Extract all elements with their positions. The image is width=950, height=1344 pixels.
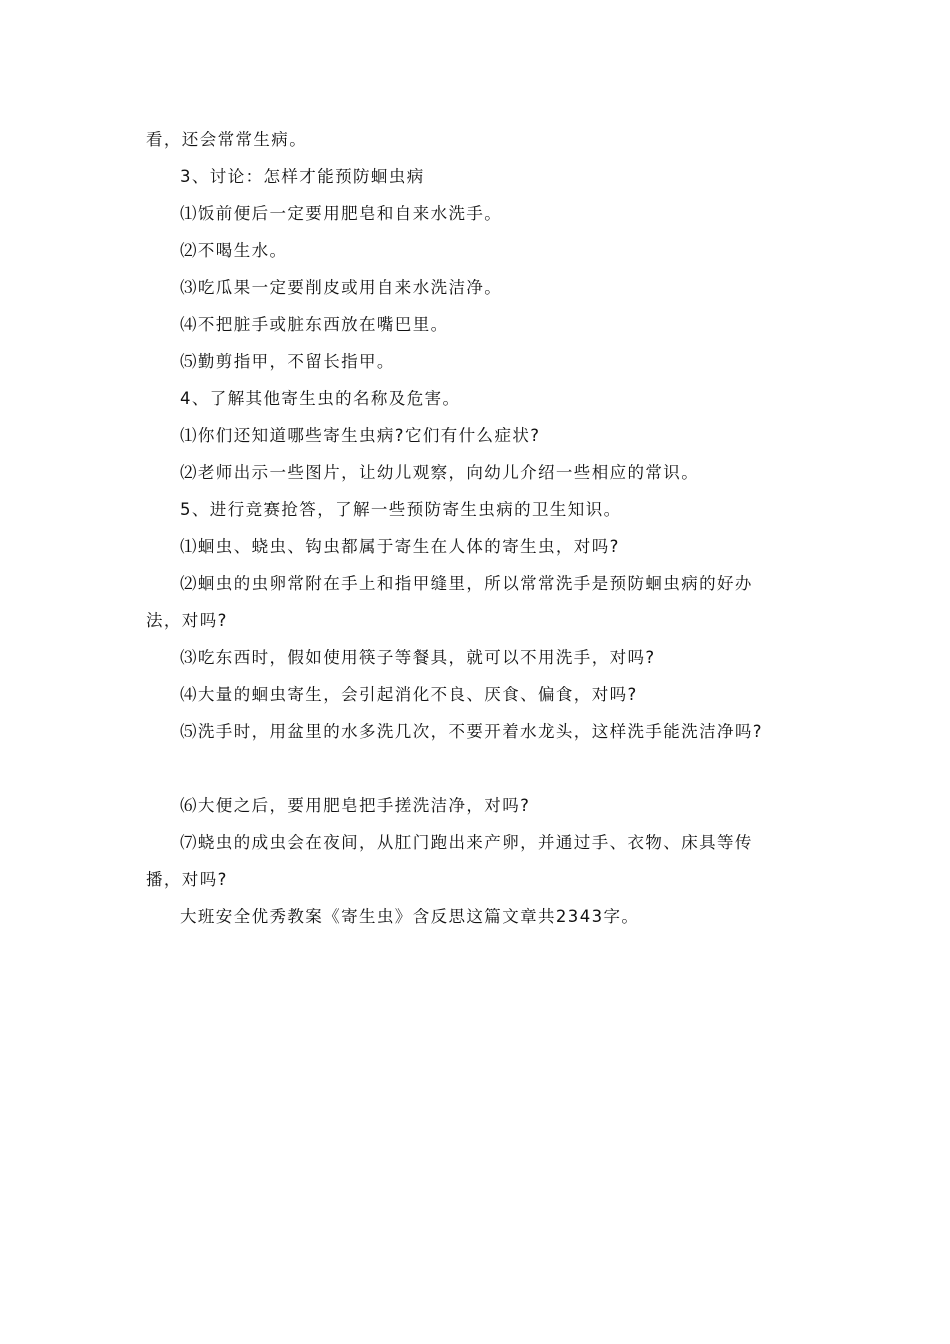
- list-item: ⑵不喝生水。: [180, 241, 288, 260]
- list-item: ⑵老师出示一些图片，让幼儿观察，向幼儿介绍一些相应的常识。: [180, 463, 700, 482]
- section-heading-5: 5、进行竞赛抢答，了解一些预防寄生虫病的卫生知识。: [180, 500, 622, 519]
- list-item-continuation: 法，对吗?: [146, 611, 228, 630]
- list-item: ⑷不把脏手或脏东西放在嘴巴里。: [180, 315, 449, 334]
- list-item: ⑸洗手时，用盆里的水多洗几次，不要开着水龙头，这样洗手能洗洁净吗?: [180, 722, 763, 741]
- blank-line: [146, 750, 806, 787]
- document-body: [146, 121, 806, 935]
- list-item: ⑺蛲虫的成虫会在夜间，从肛门跑出来产卵，并通过手、衣物、床具等传: [180, 833, 753, 852]
- list-item-continuation: 播，对吗?: [146, 870, 228, 889]
- list-item: ⑸勤剪指甲，不留长指甲。: [180, 352, 395, 371]
- list-item: ⑴饭前便后一定要用肥皂和自来水洗手。: [180, 204, 503, 223]
- closing-note: 大班安全优秀教案《寄生虫》含反思这篇文章共2343字。: [180, 907, 640, 926]
- list-item: ⑵蛔虫的虫卵常附在手上和指甲缝里，所以常常洗手是预防蛔虫病的好办: [180, 574, 753, 593]
- list-item: ⑴你们还知道哪些寄生虫病?它们有什么症状?: [180, 426, 541, 445]
- section-heading-4: 4、了解其他寄生虫的名称及危害。: [180, 389, 461, 408]
- list-item: ⑴蛔虫、蛲虫、钩虫都属于寄生在人体的寄生虫，对吗?: [180, 537, 620, 556]
- list-item: ⑶吃瓜果一定要削皮或用自来水洗洁净。: [180, 278, 503, 297]
- paragraph-continuation: 看，还会常常生病。: [146, 130, 308, 149]
- list-item: ⑷大量的蛔虫寄生，会引起消化不良、厌食、偏食，对吗?: [180, 685, 638, 704]
- list-item: ⑶吃东西时，假如使用筷子等餐具，就可以不用洗手，对吗?: [180, 648, 656, 667]
- section-heading-3: 3、讨论：怎样才能预防蛔虫病: [180, 167, 425, 186]
- list-item: ⑹大便之后，要用肥皂把手搓洗洁净，对吗?: [180, 796, 531, 815]
